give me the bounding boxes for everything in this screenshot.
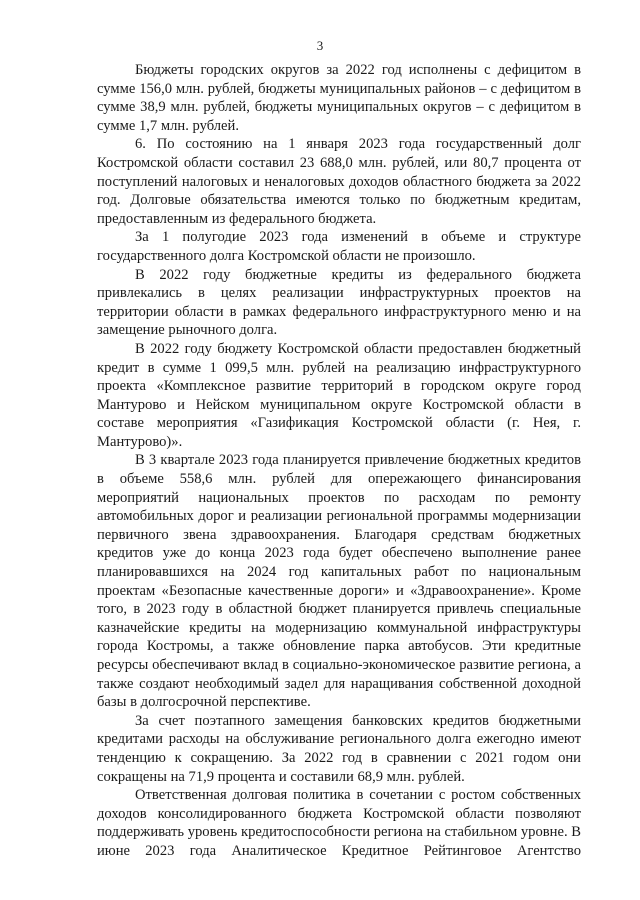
paragraph-municipal-budgets: Бюджеты городских округов за 2022 год исполнены с дефицитом в сумме 156,0 млн. рублей, бюджеты муниципальных районов – с дефицитом в сумме 38,9 млн. рублей, бюджеты муниципальных округов – с дефицитом в сумме 1,7 млн. рублей. <box>97 62 581 134</box>
paragraph-debt-unchanged: За 1 полугодие 2023 года изменений в объеме и структуре государственного долга Костромской области не произошло. <box>97 229 581 264</box>
paragraph-q3-credits: В 3 квартале 2023 года планируется привлечение бюджетных кредитов в объеме 558,6 млн. рублей для опережающего финансирования мероприятий национальных проектов по расходам по ремонту автомобильных дорог и реализации региональной программы модернизации первичного звена здравоохранения. Благодаря средствам бюджетных кредитов уже до конца 2023 года будет обеспечено выполнение ранее планировавшихся на 2024 год капитальных работ по национальным проектам «Безопасные качественные дороги» и «Здравоохранение». Кроме того, в 2023 году в областной бюджет планируется привлечь специальные казначейские кредиты на модернизацию коммунальной инфраструктуры города Костромы, а также обновление парка автобусов. Эти кредитные ресурсы обеспечивают вклад в социально-экономическое развитие региона, а также создают необходимый задел для наращивания собственной доходной базы в долгосрочной перспективе. <box>97 452 581 711</box>
paragraph-state-debt: 6. По состоянию на 1 января 2023 года государственный долг Костромской области составил 23 688,0 млн. рублей, или 80,7 процента от поступлений налоговых и неналоговых доходов областного бюджета за 2022 год. Долговые обязательства имеются только по бюджетным кредитам, предоставленным из федерального бюджета. <box>97 136 581 227</box>
paragraph-2022-federal-credits: В 2022 году бюджетные кредиты из федерального бюджета привлекались в целях реализации инфраструктурных проектов на территории области в рамках федерального инфраструктурного меню и на замещение рыночного долга. <box>97 266 581 339</box>
paragraph-debt-service-costs: За счет поэтапного замещения банковских кредитов бюджетными кредитами расходы на обслуживание регионального долга ежегодно имеют тенденцию к сокращению. За 2022 год в сравнении с 2021 годом они сокращены на 71,9 процента и составили 68,9 млн. рублей. <box>97 712 581 785</box>
page-number: 3 <box>316 38 324 53</box>
paragraph-infrastructure-credit: В 2022 году бюджету Костромской области предоставлен бюджетный кредит в сумме 1 099,5 млн. рублей на реализацию инфраструктурного проекта «Комплексное развитие территорий в городском округе город Мантурово и Нейском муниципальном округе Костромской области в составе мероприятия «Газификация Костромской области (г. Нея, г. Мантурово)». <box>97 340 581 450</box>
document-body <box>97 61 581 861</box>
paragraph-debt-policy: Ответственная долговая политика в сочетании с ростом собственных доходов консолидированного бюджета Костромской области позволяют поддерживать уровень кредитоспособности региона на стабильном уровне. В июне 2023 года Аналитическое Кредитное Рейтинговое Агентство <box>97 787 581 859</box>
